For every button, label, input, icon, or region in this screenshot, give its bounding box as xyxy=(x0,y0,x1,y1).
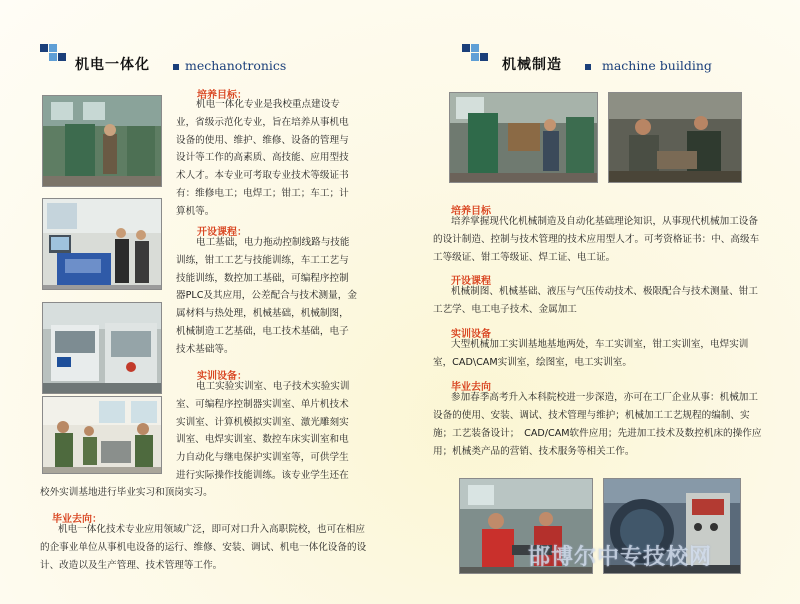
right-career-text: 参加春季高考升入本科院校进一步深造，亦可在工厂企业从事：机械加工设备的使用、安装、调试、技术管理与维护；机械加工工艺规程的编制、实施；工艺装备设计； CAD/CAM软件应用；先进加工技术及数控机床的操作应用；机械类产品的营销、技术服务等相关工作。 xyxy=(433,392,762,457)
right-goal-text: 培养掌握现代化机械制造及自动化基础理论知识，从事现代机械加工设备的设计制造、控制与技术管理的技术应用型人才。可考资格证书：中、高级车工等级证、钳工等级证、焊工证、电工证。 xyxy=(433,216,760,263)
left-lab-text: 电工实验实训室、电子技术实验实训室、可编程序控制器实训室、单片机技术实训室、计算机模拟实训室、激光雕刻实训室、电焊实训室、数控车床实训室和电力自动化与继电保护实训室等，可供学生进行实际操作技能训练。该专业学生还在 xyxy=(176,381,350,481)
left-course-heading: 开设课程： xyxy=(197,227,247,238)
machine-building-logo-icon xyxy=(462,44,490,66)
left-career-heading: 毕业去向： xyxy=(52,514,102,525)
right-course-heading: 开设课程 xyxy=(451,276,491,287)
right-lab-text: 大型机械加工实训基地基地两处，车工实训室，钳工实训室，电焊实训室，CAD\CAM实训室，绘图室，电工实训室。 xyxy=(433,339,749,368)
left-lab-heading: 实训设备： xyxy=(197,371,247,382)
right-career-heading: 毕业去向 xyxy=(451,382,491,393)
mechatronics-logo-icon xyxy=(40,44,68,66)
right-title-en: machine building xyxy=(602,58,712,73)
watermark: 邯博尔中专技校网 xyxy=(528,545,713,570)
left-career-text: 机电一体化技术专业应用领域广泛，即可对口升入高职院校，也可在相应的企事业单位从事机电设备的运行、维修、安装、调试、机电一体化设备的设计、改造以及生产管理、技术管理等工作。 xyxy=(40,524,367,571)
left-course-text: 电工基础，电力拖动控制线路与技能训练，钳工工艺与技能训练，车工工艺与技能训练，数控加工基础，可编程序控制器PLC及其应用，公差配合与技术测量，金属材料与热处理，机械基础，机械制图，机械制造工艺基础，电工技术基础，电子技术基础等。 xyxy=(176,237,357,355)
right-photo-2 xyxy=(608,92,742,183)
left-goal-heading: 培养目标： xyxy=(197,90,247,101)
right-goal-heading: 培养目标 xyxy=(451,206,491,217)
right-course-text: 机械制图、机械基础、液压与气压传动技术、极限配合与技术测量、钳工工艺学、电工电子技术、金属加工 xyxy=(433,286,758,315)
left-photo-4 xyxy=(42,396,162,474)
left-lab-text-end: 校外实训基地进行毕业实习和顶岗实习。 xyxy=(40,487,213,498)
right-title-zh: 机械制造 xyxy=(502,57,562,73)
left-photo-1 xyxy=(42,95,162,187)
right-lab-heading: 实训设备 xyxy=(451,329,491,340)
left-title-bullet xyxy=(173,64,179,70)
right-title-bullet xyxy=(585,64,591,70)
right-photo-1 xyxy=(449,92,598,183)
left-photo-2 xyxy=(42,198,162,290)
left-photo-3 xyxy=(42,302,162,394)
left-goal-text: 机电一体化专业是我校重点建设专业，省级示范化专业，旨在培养从事机电设备的使用、维护、维修、设备的管理与设计等工作的高素质、高技能、应用型技术人才。本专业可考取专业技术等级证书有：维修电工；电焊工；钳工；车工；计算机等。 xyxy=(176,99,349,217)
left-title-zh: 机电一体化 xyxy=(75,57,150,73)
left-title-en: mechanotronics xyxy=(185,58,287,73)
